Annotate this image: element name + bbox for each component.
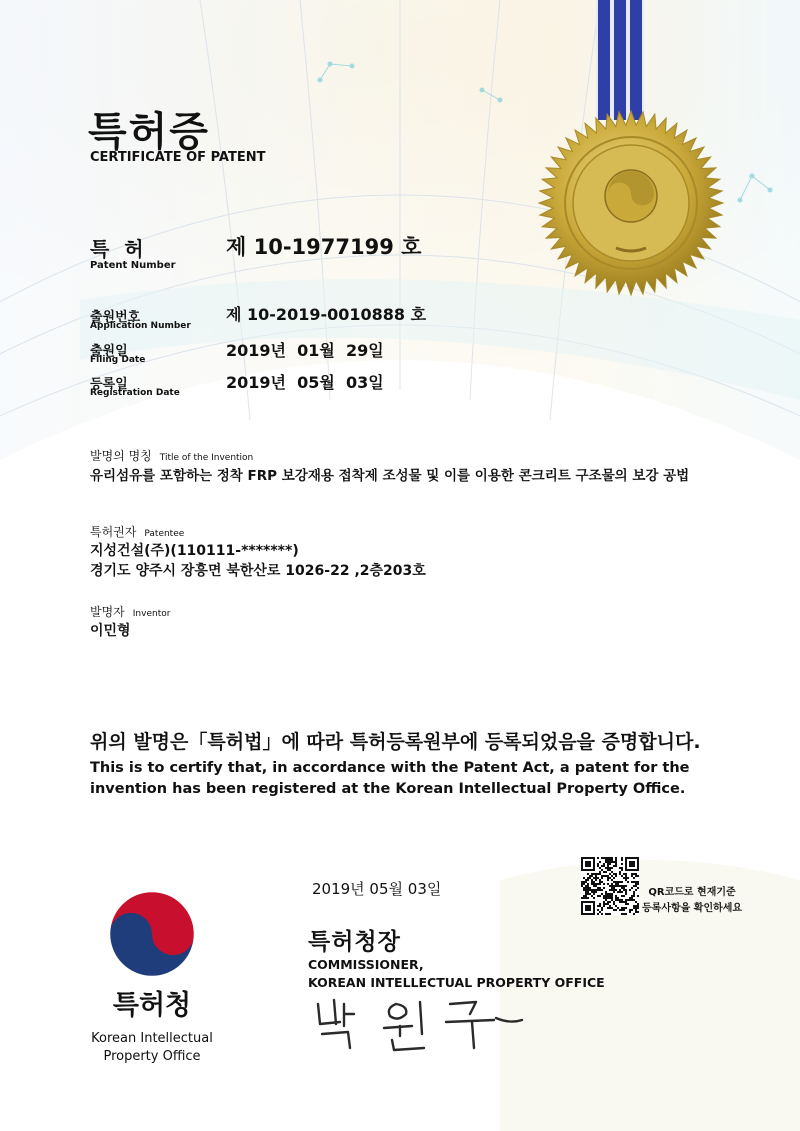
certification-statement-ko: 위의 발명은「특허법」에 따라 특허등록원부에 등록되었음을 증명합니다. (90, 731, 701, 753)
patent-number-value: 제 10-1977199 호 (226, 235, 422, 259)
certification-statement-en: This is to certify that, in accordance with the Patent Act, a patent for the invention has been registered at the Korean Intellectual Property Office. (90, 760, 690, 797)
ribbon (596, 0, 644, 120)
gold-seal-icon (536, 108, 726, 298)
qr-code[interactable] (581, 857, 639, 915)
commissioner-title-en-line2: KOREAN INTELLECTUAL PROPERTY OFFICE (308, 975, 605, 990)
registration-date-label-en: Registration Date (90, 388, 180, 398)
certificate-title: 특허증 (88, 109, 210, 155)
inventor-label: 발명자 Inventor (90, 605, 171, 619)
inventor-name: 이민형 (90, 623, 131, 639)
filing-date-label-en: Filing Date (90, 355, 146, 365)
qr-note-line2: 등록사항을 확인하세요 (642, 903, 743, 914)
qr-note-line1: QR코드로 현재기준 (648, 887, 736, 898)
commissioner-title: 특허청장 (308, 929, 401, 955)
commissioner-title-en (308, 956, 605, 992)
invention-title-value: 유리섬유를 포함하는 정착 FRP 보강재용 접착제 조성물 및 이를 이용한 콘크리트 구조물의 보강 공법 (90, 468, 690, 484)
patentee-label: 특허권자 Patentee (90, 525, 185, 539)
office-name: 특허청 (112, 990, 192, 1021)
application-number-label-en: Application Number (90, 321, 191, 331)
commissioner-title-en-line1: COMMISSIONER, (308, 957, 424, 972)
patentee-name: 지성건설(주)(110111-*******) (90, 543, 299, 559)
qr-note (642, 885, 742, 917)
patent-number-label: 특 허 (90, 237, 148, 261)
signature (300, 990, 540, 1055)
filing-date-label: 출원일 (90, 344, 128, 359)
registration-date-value: 2019년 05월 03일 (226, 373, 384, 392)
certificate-title-en: CERTIFICATE OF PATENT (90, 150, 266, 165)
issue-date: 2019년 05월 03일 (312, 880, 442, 898)
filing-date-value: 2019년 01월 29일 (226, 341, 384, 360)
office-name-en: Korean Intellectual Property Office (91, 1031, 213, 1064)
invention-title-label: 발명의 명칭 Title of the Invention (90, 449, 254, 463)
patentee-address: 경기도 양주시 장흥면 북한산로 1026-22 ,2층203호 (90, 563, 426, 579)
application-number-label: 출원번호 (90, 310, 141, 325)
application-number-value: 제 10-2019-0010888 호 (226, 305, 427, 324)
patent-number-label-en: Patent Number (90, 260, 176, 271)
registration-date-label: 등록일 (90, 377, 128, 392)
kipo-emblem-icon (104, 886, 200, 982)
